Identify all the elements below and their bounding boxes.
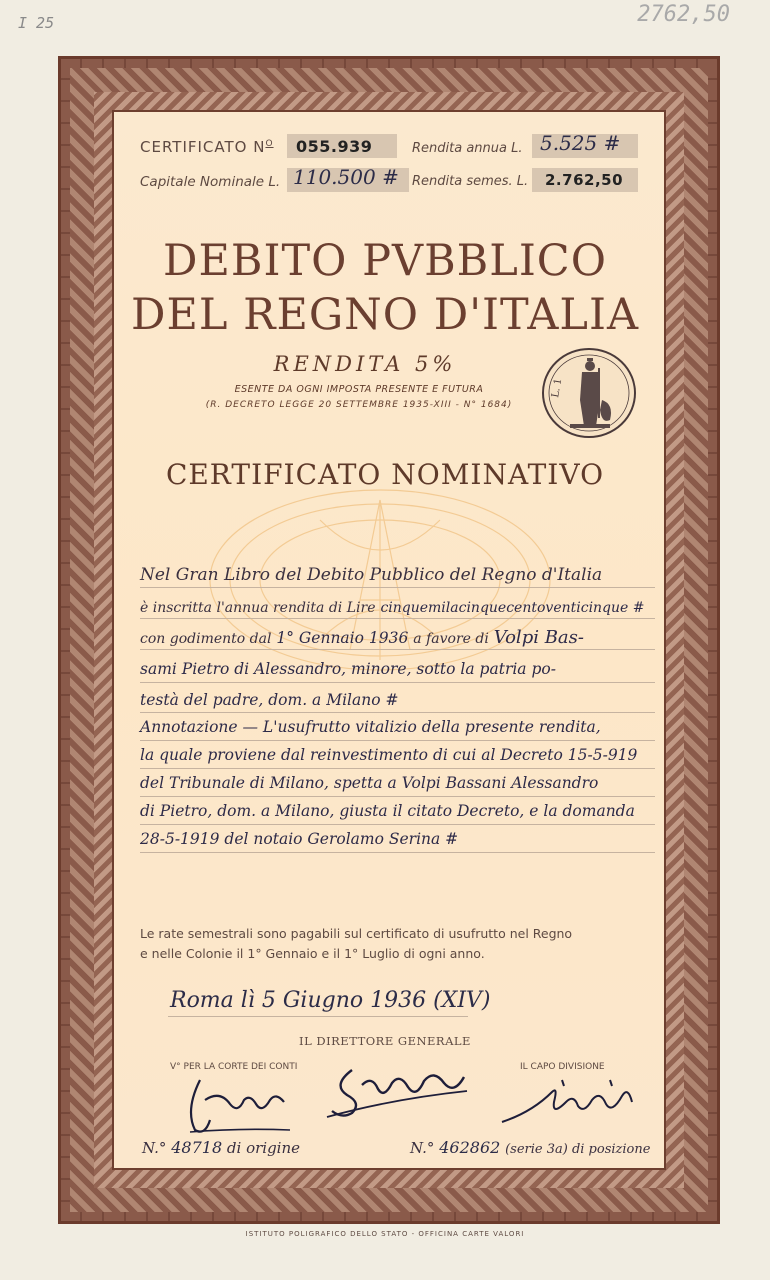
rule-9: [140, 824, 655, 825]
origine-suffix: di origine: [226, 1139, 301, 1157]
body-line-3-hand-b: Volpi Bas-: [493, 627, 584, 648]
origine-prefix: N.°: [142, 1139, 167, 1157]
rule-7: [140, 768, 655, 769]
seal-label: L. 1: [550, 377, 565, 399]
posizione-prefix: N.°: [410, 1139, 435, 1157]
esente-text: ESENTE DA OGNI IMPOSTA PRESENTE E FUTURA: [234, 384, 484, 395]
certificato-number: 055.939: [296, 137, 373, 156]
rendita-title: RENDITA 5%: [273, 352, 457, 376]
body-line-5: testà del padre, dom. a Milano #: [140, 691, 399, 709]
body-line-7: la quale proviene dal reinvestimento di cui al Decreto 15-5-919: [140, 746, 638, 764]
body-line-8: del Tribunale di Milano, spetta a Volpi Bassani Alessandro: [140, 774, 599, 792]
rendita-annua-label: Rendita annua L.: [412, 141, 523, 156]
printer-footer: ISTITUTO POLIGRAFICO DELLO STATO - OFFICINA CARTE VALORI: [245, 1230, 525, 1238]
signature-corte-conti-icon: [180, 1070, 300, 1140]
capo-divisione-label: IL CAPO DIVISIONE: [520, 1062, 605, 1072]
rendita-semes-label: Rendita semes. L.: [412, 174, 529, 189]
body-line-2-print: è inscritta l'annua rendita di Lire: [140, 600, 376, 616]
rule-2: [140, 618, 655, 619]
body-line-2: [140, 598, 660, 616]
capitale-nominale-value: 110.500 #: [293, 165, 399, 189]
body-line-3-print-b: a favore di: [413, 631, 489, 647]
capitale-nominale-label: Capitale Nominale L.: [140, 174, 281, 190]
corner-note-left: I 25: [18, 14, 55, 32]
rule-6: [140, 740, 655, 741]
body-line-2-hand: cinquemilacinquecentoventicinque #: [380, 600, 645, 616]
italia-seal-icon: [540, 346, 638, 440]
rule-date: [168, 1016, 468, 1017]
body-line-9: di Pietro, dom. a Milano, giusta il citato Decreto, e la domanda: [140, 802, 635, 820]
rendita-annua-value: 5.525 #: [540, 131, 621, 155]
title-line-2: DEL REGNO D'ITALIA: [130, 290, 639, 340]
body-line-3: [140, 627, 660, 648]
body-line-3-print-a: con godimento dal: [140, 631, 272, 647]
origine-number: 48718: [171, 1138, 223, 1157]
body-line-10: 28-5-1919 del notaio Gerolamo Serina #: [140, 830, 459, 848]
posizione-number: 462862: [439, 1138, 501, 1157]
place-date: Roma lì 5 Giugno 1936 (XIV): [170, 988, 491, 1013]
rule-1: [140, 587, 655, 588]
body-line-4: sami Pietro di Alessandro, minore, sotto la patria po-: [140, 660, 556, 678]
decreto-text: (R. DECRETO LEGGE 20 SETTEMBRE 1935-XIII - N° 1684): [205, 400, 513, 410]
body-line-3-hand-a: 1° Gennaio 1936: [276, 629, 409, 647]
payment-line-1: Le rate semestrali sono pagabili sul certificato di usufrutto nel Regno: [140, 926, 573, 941]
posizione-number-row: [410, 1138, 650, 1157]
rule-8: [140, 796, 655, 797]
certificato-nominativo-title: CERTIFICATO NOMINATIVO: [165, 458, 605, 491]
direttore-generale-label: IL DIRETTORE GENERALE: [299, 1034, 471, 1048]
body-line-1: Nel Gran Libro del Debito Pubblico del Regno d'Italia: [140, 565, 603, 585]
signature-direttore-icon: [322, 1055, 472, 1125]
rule-3: [140, 649, 655, 650]
certificato-label: CERTIFICATO $N^O$: [140, 138, 274, 156]
title-line-1: DEBITO PVBBLICO: [163, 236, 607, 286]
corner-note-right: 2762,50: [637, 2, 730, 27]
body-line-6: Annotazione — L'usufrutto vitalizio della presente rendita,: [140, 718, 601, 736]
rule-5: [140, 712, 655, 713]
posizione-suffix: (serie 3a) di posizione: [505, 1142, 651, 1157]
corte-conti-label: V° PER LA CORTE DEI CONTI: [170, 1062, 298, 1072]
payment-line-2: e nelle Colonie il 1° Gennaio e il 1° Luglio di ogni anno.: [140, 946, 485, 961]
origine-number-row: [142, 1138, 300, 1157]
rule-10: [140, 852, 655, 853]
signature-capo-divisione-icon: [492, 1072, 642, 1132]
rule-4: [140, 682, 655, 683]
rendita-semes-value: 2.762,50: [545, 171, 624, 189]
